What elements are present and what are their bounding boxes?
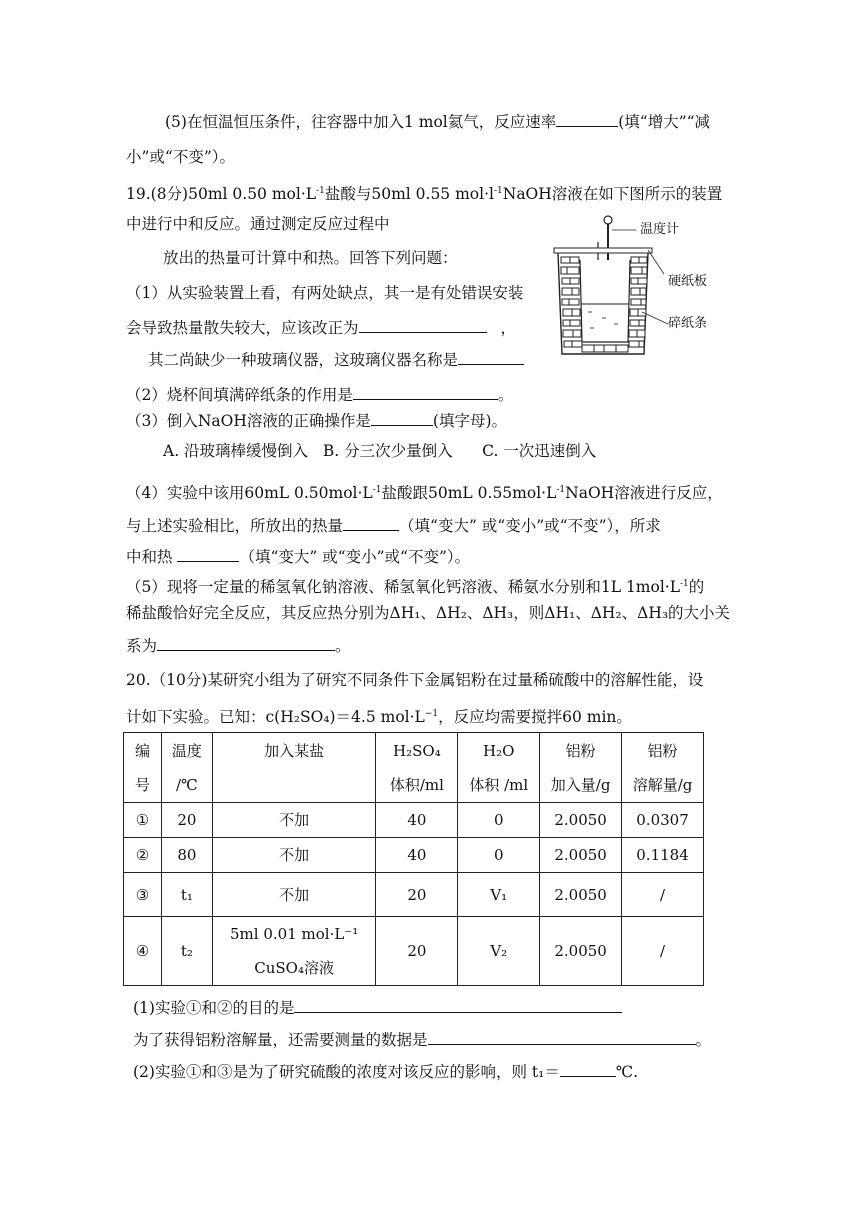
cardboard-label: 硬纸板 (668, 274, 708, 289)
table-cell: ② (124, 838, 162, 873)
q19-options: A. 沿玻璃棒缓慢倒入 B. 分三次少量倒入 C. 一次迅速倒入 (163, 442, 597, 460)
answer-blank[interactable] (177, 545, 239, 562)
table-header-cell: 加入某盐 (212, 733, 376, 803)
table-cell: 0.1184 (622, 838, 704, 873)
answer-blank[interactable] (359, 316, 487, 333)
table-cell: 40 (376, 803, 458, 838)
table-cell: ① (124, 803, 162, 838)
answer-blank[interactable] (428, 1028, 696, 1045)
paper-strips-label: 碎纸条 (668, 316, 708, 331)
table-cell: ④ (124, 917, 162, 986)
q19-sub4-line2: 与上述实验相比，所放出的热量 （填“变大” 或“变小”或“不变”），所求 (126, 514, 661, 536)
q19-line2: 中进行中和反应。通过测定反应过程中 (126, 215, 390, 233)
answer-blank[interactable] (353, 383, 498, 400)
answer-blank[interactable] (556, 110, 618, 127)
table-cell: 20 (161, 803, 212, 838)
table-cell: 不加 (212, 838, 376, 873)
q19-sub1-line3: 其二尚缺少一种玻璃仪器，这玻璃仪器名称是 (148, 348, 524, 370)
table-cell: 2.0050 (540, 803, 622, 838)
table-cell: t₁ (161, 873, 212, 917)
q18-5-line1: (5)在恒温恒压条件，往容器中加入1 mol氦气，反应速率 (填“增大”“减 (165, 110, 710, 132)
q19-sub3: （3）倒入NaOH溶液的正确操作是 (填字母)。 (126, 409, 507, 431)
table-header-cell: 温度 /℃ (161, 733, 212, 803)
answer-blank[interactable] (371, 409, 433, 426)
q19-line1: 19.(8分)50ml 0.50 $mol\cdot L^{-1}$盐酸与50ml 0.55 $mol\cdot l^{-1}NaOH$溶液在如下图所示的装置 (126, 185, 723, 204)
q20-line1: 20.（10分)某研究小组为了研究不同条件下金属铝粉在过量稀硫酸中的溶解性能，设 (126, 671, 704, 689)
q20-sub2: (2)实验①和③是为了研究硫酸的浓度对该反应的影响，则 t₁＝ ℃. (133, 1060, 638, 1082)
q19-sub1-line2: 会导致热量散失较大，应该改正为 ， (126, 316, 516, 338)
table-header-cell: H₂O 体积 /ml (458, 733, 540, 803)
q19-line3: 放出的热量可计算中和热。回答下列问题： (163, 249, 458, 267)
table-row (124, 917, 704, 986)
table-cell: 0 (458, 803, 540, 838)
thermometer-label: 温度计 (640, 222, 680, 237)
calorimeter-figure (552, 212, 732, 372)
table-header-cell: H₂SO₄ 体积/ml (376, 733, 458, 803)
q19-sub5-line2: 稀盐酸恰好完全反应，其反应热分别为ΔH₁、ΔH₂、ΔH₃，则ΔH₁、ΔH₂、ΔH₃的大小关 (126, 604, 731, 622)
q19-sub2: （2）烧杯间填满碎纸条的作用是 。 (126, 383, 513, 405)
answer-blank[interactable] (458, 348, 524, 365)
table-cell: ③ (124, 873, 162, 917)
q19-sub1-line1: （1）从实验装置上看，有两处缺点，其一是有处错误安装 (126, 284, 524, 302)
experiment-table (123, 732, 704, 986)
answer-blank[interactable] (560, 1060, 616, 1077)
table-cell: 2.0050 (540, 917, 622, 986)
table-cell: 20 (376, 917, 458, 986)
q19-sub4-line3: 中和热 （填“变大” 或“变小”或“不变”）。 (126, 545, 470, 567)
table-cell: t₂ (161, 917, 212, 986)
q18-5-line2: 小”或“不变”）。 (126, 148, 236, 166)
q19-sub4-line1: （4）实验中该用60mL $0.50mol\cdot L^{-1}$盐酸跟50mL $0.55mol\cdot L^{-1}NaOH$溶液进行反应， (126, 484, 723, 503)
table-row (124, 873, 704, 917)
table-cell: 2.0050 (540, 838, 622, 873)
table-header-cell: 铝粉 溶解量/g (622, 733, 704, 803)
table-cell: / (622, 917, 704, 986)
table-cell: V₁ (458, 873, 540, 917)
table-cell: 0.0307 (622, 803, 704, 838)
table-header-cell: 铝粉 加入量/g (540, 733, 622, 803)
answer-blank[interactable] (343, 514, 399, 531)
table-cell: 40 (376, 838, 458, 873)
q20-sub1-line2: 为了获得铝粉溶解量，还需要测量的数据是 。 (133, 1028, 711, 1050)
q20-sub1-line1: (1)实验①和②的目的是 (133, 996, 622, 1018)
table-row (124, 838, 704, 873)
answer-blank[interactable] (294, 996, 622, 1013)
table-cell: 20 (376, 873, 458, 917)
table-cell: 80 (161, 838, 212, 873)
table-cell: V₂ (458, 917, 540, 986)
table-cell: 2.0050 (540, 873, 622, 917)
answer-blank[interactable] (157, 634, 335, 651)
table-row (124, 803, 704, 838)
table-cell: 0 (458, 838, 540, 873)
q20-line2: 计如下实验。已知：c(H₂SO₄)＝4.5 $mol\cdot L^{-1}$，反应均需要搅拌60 min。 (126, 708, 632, 727)
q19-sub5-line1: （5）现将一定量的稀氢氧化钠溶液、稀氢氧化钙溶液、稀氨水分别和1L $1mol\cdot L^{-1}$的 (126, 578, 705, 597)
q19-sub5-line3: 系为 。 (126, 634, 351, 656)
table-cell: 5ml 0.01 mol·L⁻¹ CuSO₄溶液 (212, 917, 376, 986)
table-cell: / (622, 873, 704, 917)
table-header-row (124, 733, 704, 803)
table-cell: 不加 (212, 803, 376, 838)
table-header-cell: 编 号 (124, 733, 162, 803)
table-cell: 不加 (212, 873, 376, 917)
